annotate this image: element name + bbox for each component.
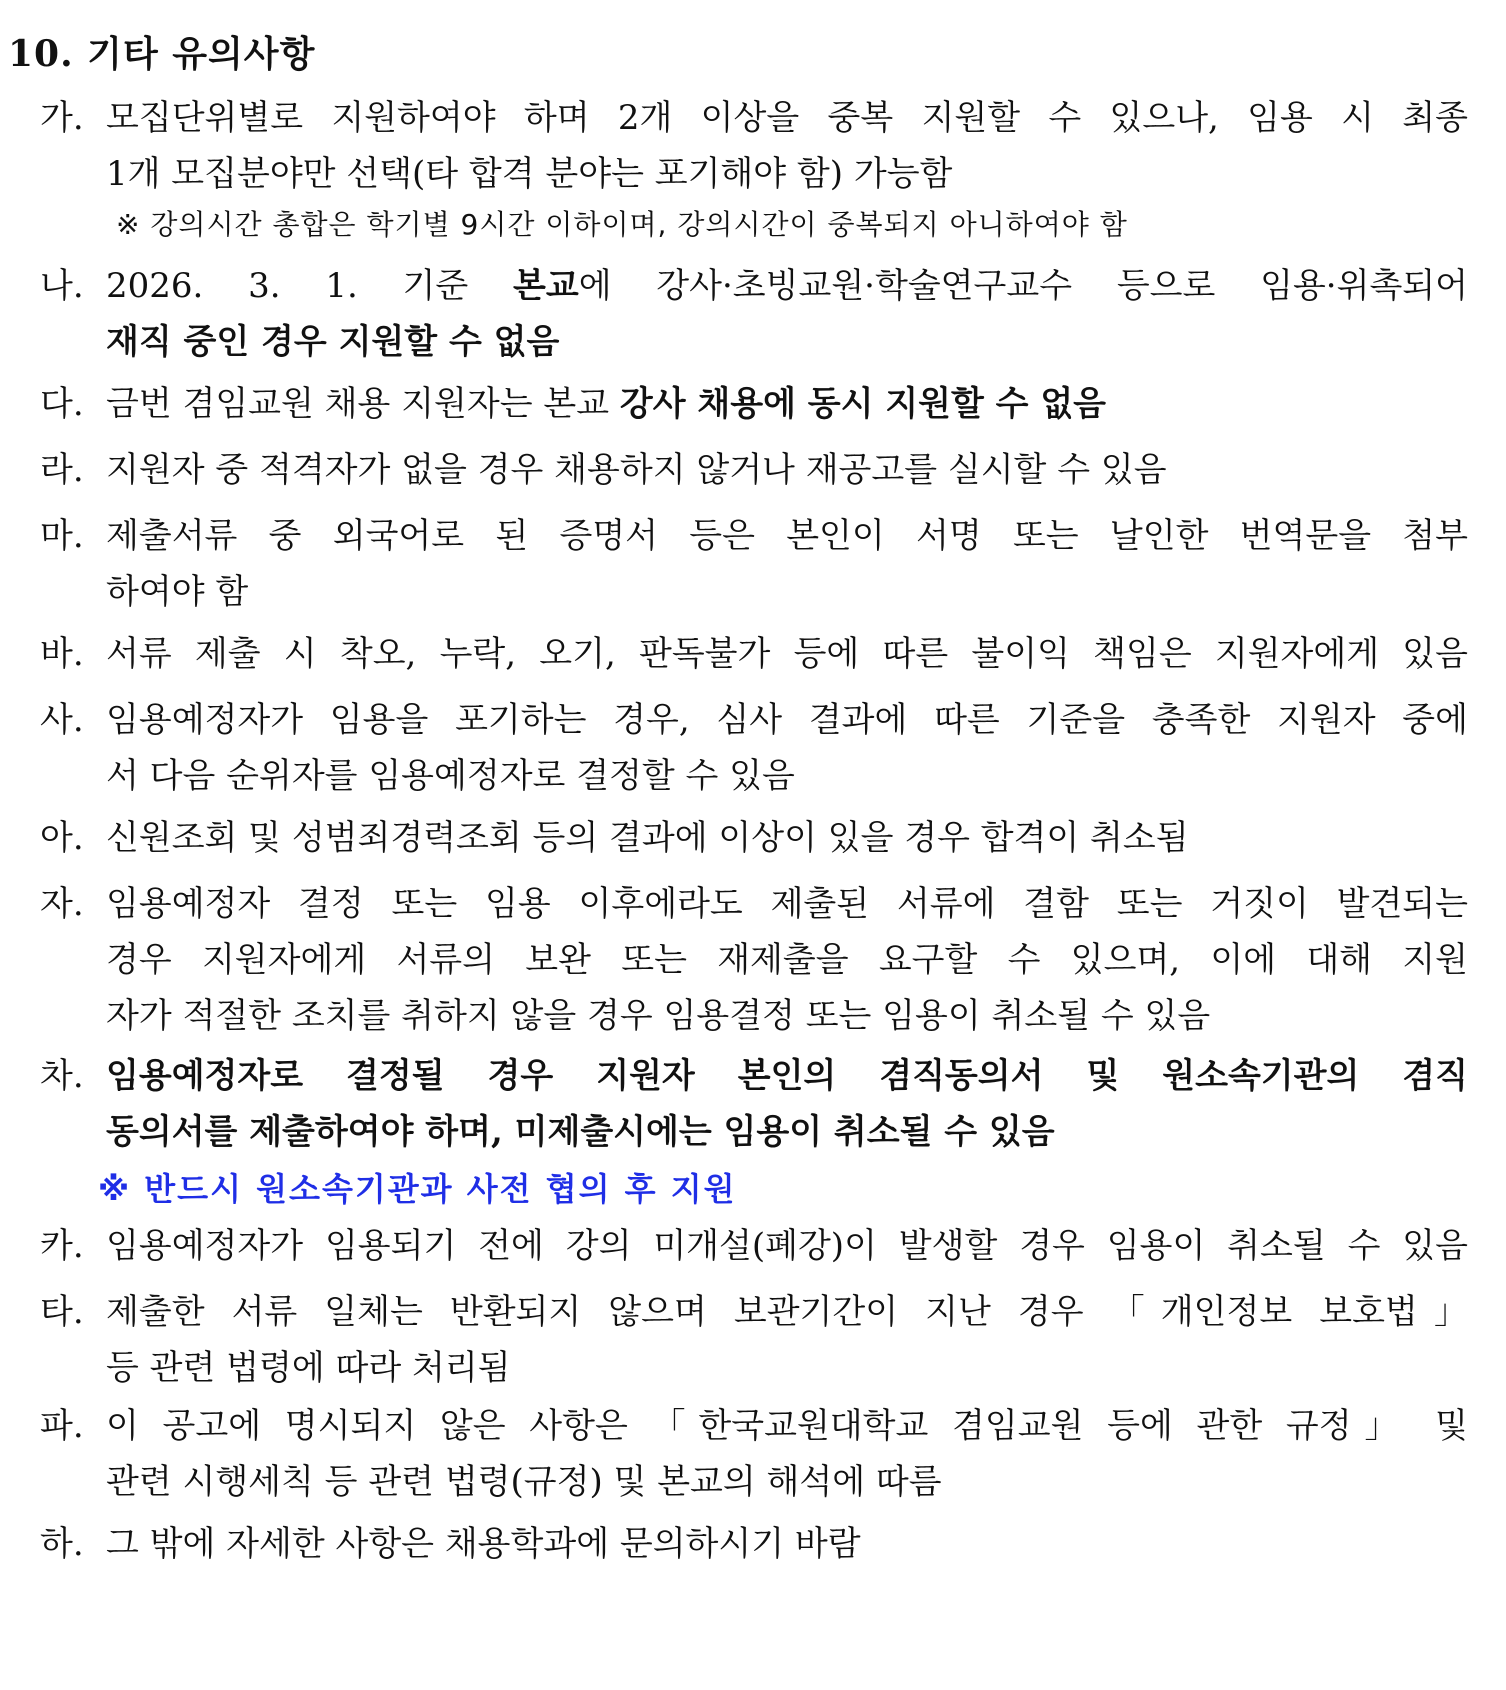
item-text-normal: 2026. 3. 1. 기준: [106, 266, 513, 306]
item-text: 제출서류 중 외국어로 된 증명서 등은 본인이 서명 또는 날인한 번역문을 첨부: [106, 516, 1468, 556]
warning-note: ※ 반드시 원소속기관과 사전 협의 후 지원: [98, 1170, 737, 1208]
item-note: ※ 강의시간 총합은 학기별 9시간 이하이며, 강의시간이 중복되지 아니하여야 함: [116, 208, 1128, 241]
item-text: 모집단위별로 지원하여야 하며 2개 이상을 중복 지원할 수 있으나, 임용 시 최종: [106, 98, 1468, 138]
list-item-cha: [40, 1048, 1468, 1218]
list-item-ha: [40, 1516, 1468, 1572]
item-text: 임용예정자가 임용되기 전에 강의 미개설(폐강)이 발생할 경우 임용이 취소될 수 있음: [106, 1226, 1468, 1266]
item-text: 신원조회 및 성범죄경력조회 등의 결과에 이상이 있을 경우 합격이 취소됨: [106, 818, 1189, 858]
item-text: 임용예정자 결정 또는 임용 이후에라도 제출된 서류에 결함 또는 거짓이 발견되는: [106, 884, 1468, 924]
item-marker: 마.: [40, 516, 84, 556]
item-marker: 사.: [40, 700, 84, 740]
item-text-cont: 1개 모집분야만 선택(타 합격 분야는 포기해야 함) 가능함: [106, 154, 953, 194]
item-text-bold: 본교: [512, 266, 579, 306]
list-item-da: [40, 376, 1468, 432]
item-text-normal: 에 강사·초빙교원·학술연구교수 등으로 임용·위촉되어: [578, 266, 1468, 306]
item-text: 제출한 서류 일체는 반환되지 않으며 보관기간이 지난 경우 「개인정보 보호법」: [106, 1292, 1468, 1332]
item-text: 그 밖에 자세한 사항은 채용학과에 문의하시기 바람: [106, 1524, 861, 1564]
item-marker: 라.: [40, 450, 84, 490]
item-text-bold: 강사 채용에 동시 지원할 수 없음: [619, 384, 1107, 424]
item-marker: 다.: [40, 384, 84, 424]
item-marker: 차.: [40, 1056, 84, 1096]
list-item-ka: [40, 1218, 1468, 1274]
item-text-normal: 금번 겸임교원 채용 지원자는 본교: [106, 384, 620, 424]
item-marker: 나.: [40, 266, 84, 306]
item-marker: 파.: [40, 1406, 84, 1446]
item-text-cont: 하여야 함: [106, 572, 249, 612]
list-item-na: [40, 258, 1468, 370]
list-item-ba: [40, 626, 1468, 682]
item-text-bold: 임용예정자로 결정될 경우 지원자 본인의 겸직동의서 및 원소속기관의 겸직: [106, 1056, 1468, 1096]
list-item-pa: [40, 1398, 1468, 1510]
item-text-cont: 경우 지원자에게 서류의 보완 또는 재제출을 요구할 수 있으며, 이에 대해 지원: [106, 940, 1468, 980]
item-text: [106, 258, 1468, 314]
item-marker: 바.: [40, 634, 84, 674]
item-text-bold: 재직 중인 경우 지원할 수 없음: [106, 322, 560, 362]
item-text: 지원자 중 적격자가 없을 경우 채용하지 않거나 재공고를 실시할 수 있음: [106, 450, 1167, 490]
list-item-ga: [40, 90, 1468, 248]
item-marker: 아.: [40, 818, 84, 858]
list-item-ja: [40, 876, 1468, 1044]
item-text-bold: 동의서를 제출하여야 하며, 미제출시에는 임용이 취소될 수 있음: [106, 1112, 1055, 1152]
item-text: 이 공고에 명시되지 않은 사항은 「한국교원대학교 겸임교원 등에 관한 규정」 및: [106, 1406, 1468, 1446]
section-title: 10. 기타 유의사항: [8, 33, 316, 75]
item-text-cont: 서 다음 순위자를 임용예정자로 결정할 수 있음: [106, 756, 795, 796]
item-text: [106, 376, 1468, 432]
item-text: 임용예정자가 임용을 포기하는 경우, 심사 결과에 따른 기준을 충족한 지원자 중에: [106, 700, 1468, 740]
item-marker: 하.: [40, 1524, 84, 1564]
item-text-cont: 자가 적절한 조치를 취하지 않을 경우 임용결정 또는 임용이 취소될 수 있음: [106, 996, 1211, 1036]
item-text-cont: 등 관련 법령에 따라 처리됨: [106, 1348, 511, 1388]
list-item-sa: [40, 692, 1468, 804]
item-text: 서류 제출 시 착오, 누락, 오기, 판독불가 등에 따른 불이익 책임은 지원자에게 있음: [106, 634, 1468, 674]
list-item-ta: [40, 1284, 1468, 1396]
item-text-cont: 관련 시행세칙 등 관련 법령(규정) 및 본교의 해석에 따름: [106, 1462, 942, 1502]
list-item-a: [40, 810, 1468, 866]
item-marker: 카.: [40, 1226, 84, 1266]
item-marker: 가.: [40, 98, 84, 138]
list-item-ra: [40, 442, 1468, 498]
item-marker: 자.: [40, 884, 84, 924]
item-marker: 타.: [40, 1292, 84, 1332]
list-item-ma: [40, 508, 1468, 620]
